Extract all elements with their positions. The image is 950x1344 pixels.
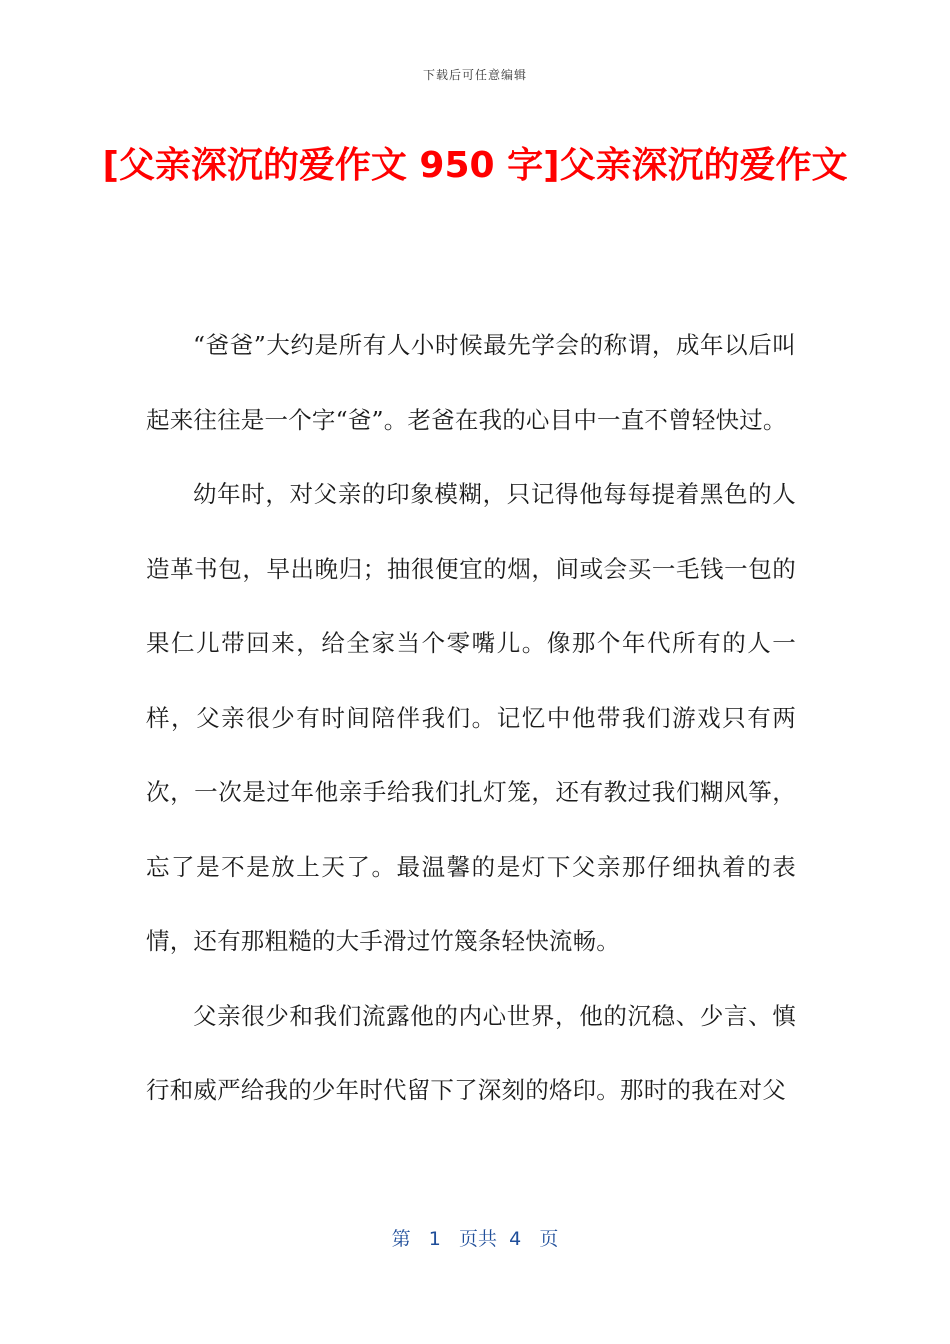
document-body [146, 308, 796, 1128]
total-pages-number: 4 [509, 1228, 522, 1250]
footer-suffix: 页 [539, 1228, 559, 1250]
document-title: [父亲深沉的爱作文 950 字]父亲深沉的爱作文 [102, 145, 848, 186]
footer-middle: 页共 [459, 1228, 498, 1250]
header-note: 下载后可任意编辑 [422, 68, 527, 82]
paragraph-2: 幼年时，对父亲的印象模糊，只记得他每每提着黑色的人造革书包，早出晚归；抽很便宜的烟，间或会买一毛钱一包的果仁儿带回来，给全家当个零嘴儿。像那个年代所有的人一样，父亲很少有时间陪伴我们。记忆中他带我们游戏只有两次，一次是过年他亲手给我们扎灯笼，还有教过我们糊风筝，忘了是不是放上天了。最温馨的是灯下父亲那仔细执着的表情，还有那粗糙的大手滑过竹篾条轻快流畅。 [146, 480, 796, 955]
current-page-number: 1 [428, 1228, 441, 1250]
paragraph-3: 父亲很少和我们流露他的内心世界，他的沉稳、少言、慎行和威严给我的少年时代留下了深刻的烙印。那时的我在对父 [146, 1001, 796, 1104]
page-footer [0, 1224, 950, 1251]
paragraph-1: “爸爸”大约是所有人小时候最先学会的称谓，成年以后叫起来往往是一个字“爸”。老爸在我的心目中一直不曾轻快过。 [146, 331, 796, 434]
footer-prefix: 第 [391, 1228, 411, 1250]
